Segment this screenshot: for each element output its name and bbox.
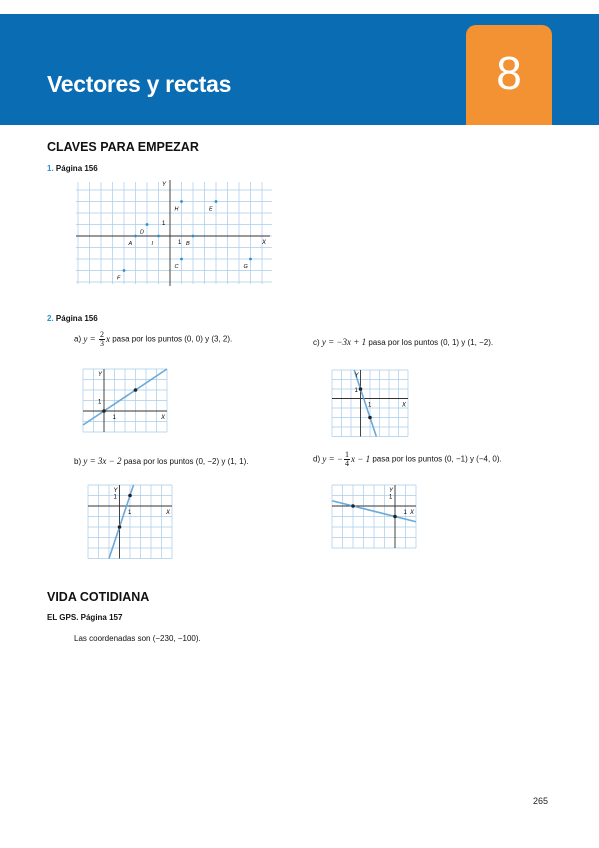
item-a-frac-den: 3 (99, 339, 104, 348)
exercise-2-number: 2. (47, 314, 54, 323)
item-b-letter: b) (74, 457, 82, 466)
graph-tick-1-x: 1 (128, 510, 132, 516)
graph-x-label: X (402, 402, 407, 409)
graph-point (359, 387, 363, 391)
graph-tick-1-y: 1 (354, 388, 358, 394)
item-d (313, 451, 502, 468)
item-a-fraction (99, 331, 105, 348)
graph-point (368, 416, 372, 420)
page-number: 265 (533, 796, 549, 806)
figure-1-axis-y-label: Y (162, 182, 167, 188)
gps-subheading: EL GPS. Página 157 (47, 613, 123, 622)
graph-point (134, 388, 138, 392)
point-D (146, 223, 149, 226)
point-label-A: A (128, 241, 133, 247)
gps-answer: Las coordenadas son (−230, −100). (74, 634, 201, 643)
graph-tick-1-x: 1 (403, 510, 407, 516)
graph-x-label: X (161, 415, 166, 421)
item-d-fraction (344, 451, 350, 468)
point-label-F: F (117, 275, 121, 282)
point-label-E: E (209, 206, 213, 213)
graph-tick-1-y: 1 (113, 494, 117, 501)
figure-1-tick-1-x: 1 (178, 240, 182, 246)
item-b-text: pasa por los puntos (0, −2) y (1, 1). (123, 457, 249, 466)
item-d-frac-num: 1 (345, 450, 350, 459)
item-d-eq-post: x − 1 (351, 453, 371, 464)
exercise-2-page: Página 156 (55, 314, 98, 323)
exercise-1-label (47, 164, 98, 173)
figure-1-axes (76, 180, 270, 286)
graph-point (102, 409, 106, 413)
item-a-text: pasa por los puntos (0, 0) y (3, 2). (112, 334, 233, 344)
graph-line (354, 370, 376, 437)
item-b-equation: y = 3x − 2 (83, 456, 122, 466)
item-c-equation: y = −3x + 1 (321, 337, 367, 347)
item-a-equation (83, 330, 112, 348)
point-A (134, 235, 137, 238)
chapter-title: Vectores y rectas (47, 71, 232, 97)
graph-y-label: Y (389, 488, 394, 494)
section-heading-vida-cotidiana: VIDA COTIDIANA (47, 590, 150, 604)
item-a (74, 331, 232, 348)
figure-1-coordinate-grid (74, 178, 274, 288)
item-d-eq-pre: y = − (322, 453, 344, 464)
point-H (180, 200, 183, 203)
item-a-eq-pre: y = (83, 333, 98, 344)
item-d-letter: d) (313, 454, 321, 464)
graph-point (118, 525, 122, 529)
exercise-2-label (47, 314, 98, 323)
graph-y-label: Y (113, 488, 118, 494)
item-d-text: pasa por los puntos (0, −1) y (−4, 0). (372, 454, 502, 464)
point-label-H: H (174, 206, 179, 213)
point-label-I: I (151, 241, 154, 247)
exercise-1-page: Página 156 (55, 164, 98, 173)
graph-x-label: X (166, 510, 171, 516)
point-label-G: G (243, 264, 248, 270)
figure-1-tick-1-y: 1 (162, 221, 166, 227)
point-C (180, 258, 183, 261)
item-c-text: pasa por los puntos (0, 1) y (1, −2). (368, 338, 494, 347)
item-a-letter: a) (74, 334, 82, 344)
graph-tick-1-x: 1 (368, 402, 372, 409)
graph-tick-1-x: 1 (112, 415, 116, 421)
graph-point (351, 504, 355, 508)
graph-y-label: Y (354, 373, 359, 379)
item-c-letter: c) (313, 338, 320, 347)
item-a-frac-num: 2 (99, 330, 104, 339)
point-E (215, 200, 218, 203)
point-F (123, 269, 126, 272)
point-label-D: D (140, 229, 144, 236)
point-label-C: C (174, 264, 179, 270)
point-G (249, 258, 252, 261)
chapter-number: 8 (496, 47, 522, 99)
item-d-equation (322, 450, 372, 468)
exercise-1-number: 1. (47, 164, 54, 173)
point-I (157, 235, 160, 238)
item-c (313, 337, 493, 347)
graph-b (85, 482, 177, 566)
graph-a (80, 366, 170, 442)
graph-point (393, 515, 397, 519)
point-label-B: B (186, 241, 190, 247)
point-B (192, 235, 195, 238)
item-d-frac-den: 4 (345, 459, 350, 468)
graph-c (329, 367, 419, 443)
graph-point (128, 494, 132, 498)
graph-tick-1-y: 1 (389, 494, 393, 501)
figure-1-axis-x-label: X (262, 240, 267, 246)
graph-y-label: Y (98, 372, 103, 378)
graph-tick-1-y: 1 (98, 399, 102, 406)
graph-x-label: X (410, 510, 415, 516)
graph-d (329, 482, 419, 560)
item-a-eq-post: x (105, 333, 110, 344)
section-heading-claves: CLAVES PARA EMPEZAR (47, 140, 199, 154)
figure-1-points (117, 200, 252, 281)
item-b (74, 456, 248, 466)
